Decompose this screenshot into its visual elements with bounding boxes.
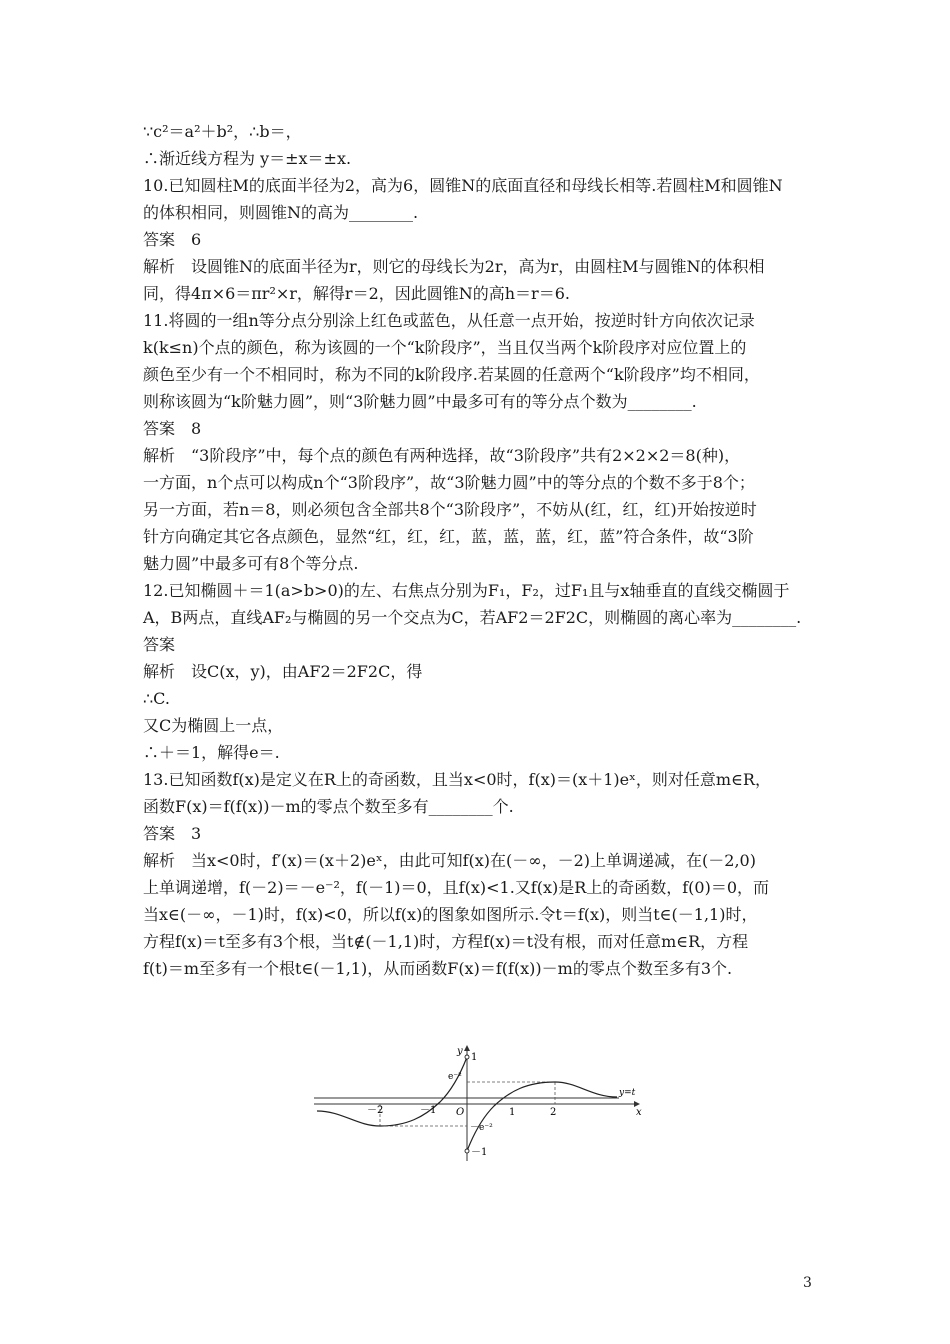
open-point [465, 1055, 469, 1059]
question-11: 11.将圆的一组n等分点分别涂上红色或蓝色，从任意一点开始，按逆时针方向依次记录 [143, 311, 755, 330]
page-number: 3 [803, 1275, 812, 1291]
text-line: 上单调递增，f(－2)＝－e⁻²，f(－1)＝0，且f(x)<1.又f(x)是R上的奇函数，f(0)＝0，而 [143, 878, 770, 897]
answer-11: 答案 8 [143, 419, 202, 438]
function-graph [312, 1045, 642, 1165]
tick-label: －1 [420, 1105, 437, 1116]
text-line: 一方面，n个点可以构成n个“3阶段序”，故“3阶魅力圆”中的等分点的个数不多于8个； [143, 473, 755, 492]
question-10: 10.已知圆柱M的底面半径为2，高为6，圆锥N的底面直径和母线长相等.若圆柱M和圆锥N [143, 176, 783, 195]
tick-label: 1 [509, 1107, 516, 1118]
tick-label: e⁻² [448, 1072, 462, 1082]
solution-12: 解析 设C(x，y)，由AF2＝2F2C，得 [143, 662, 423, 681]
solution-13: 解析 当x<0时，f′(x)＝(x＋2)eˣ，由此可知f(x)在(－∞，－2)上单调递减，在(－2,0) [143, 851, 756, 870]
solution-10: 解析 设圆锥N的底面半径为r，则它的母线长为2r，高为r，由圆柱M与圆锥N的体积相 [143, 257, 765, 276]
text-line: ∵c²＝a²＋b²，∴b＝， [143, 122, 302, 141]
text-line: 又C为椭圆上一点， [143, 716, 284, 735]
question-12: 12.已知椭圆＋＝1(a>b>0)的左、右焦点分别为F₁，F₂，过F₁且与x轴垂直的直线交椭圆于 [143, 581, 790, 600]
text-line: 当x∈(－∞，－1)时，f(x)<0，所以f(x)的图象如图所示.令t＝f(x)，则当t∈(－1,1)时， [143, 905, 758, 924]
text-line: 方程f(x)＝t至多有3个根，当t∉(－1,1)时，方程f(x)＝t没有根，而对任意m∈R，方程 [143, 932, 749, 951]
x-axis-label: x [636, 1107, 642, 1118]
origin-label: O [456, 1107, 465, 1118]
tick-label: 2 [550, 1107, 557, 1118]
text-line: ∴C. [143, 689, 170, 708]
curve-left [317, 1057, 467, 1126]
text-line: 另一方面，若n＝8，则必须包含全部共8个“3阶段序”，不妨从(红，红，红)开始按逆时 [143, 500, 757, 519]
tick-label: －1 [471, 1147, 488, 1158]
solution-11: 解析 “3阶段序”中，每个点的颜色有两种选择，故“3阶段序”共有2×2×2＝8(种)， [143, 446, 741, 465]
text-line: 针方向确定其它各点颜色，显然“红，红，红，蓝，蓝，蓝，红，蓝”符合条件，故“3阶 [143, 527, 754, 546]
tick-label: －e⁻² [470, 1123, 493, 1133]
text-line: k(k≤n)个点的颜色，称为该圆的一个“k阶段序”，当且仅当两个k阶段序对应位置上的 [143, 338, 747, 357]
text-line: 的体积相同，则圆锥N的高为________. [143, 203, 419, 222]
question-13: 13.已知函数f(x)是定义在R上的奇函数，且当x<0时，f(x)＝(x＋1)eˣ，则对任意m∈R， [143, 770, 771, 789]
tick-label: －2 [367, 1105, 384, 1116]
answer-10: 答案 6 [143, 230, 202, 249]
text-line: 魅力圆”中最多可有8个等分点. [143, 554, 359, 573]
text-line: f(t)＝m至多有一个根t∈(－1,1)，从而函数F(x)＝f(f(x))－m的零点个数至多有3个. [143, 959, 733, 978]
text-line: 同，得4π×6＝πr²×r，解得r＝2，因此圆锥N的高h＝r＝6. [143, 284, 570, 303]
line-label: y=t [619, 1088, 636, 1098]
text-line: 函数F(x)＝f(f(x))－m的零点个数至多有________个. [143, 797, 514, 816]
text-line: 则称该圆为“k阶魅力圆”，则“3阶魅力圆”中最多可有的等分点个数为________. [143, 392, 697, 411]
curve-right [467, 1082, 617, 1151]
answer-12: 答案 [143, 635, 176, 654]
text-line: 颜色至少有一个不相同时，称为不同的k阶段序.若某圆的任意两个“k阶段序”均不相同， [143, 365, 760, 384]
open-point [465, 1149, 469, 1153]
answer-13: 答案 3 [143, 824, 202, 843]
tick-label: 1 [471, 1052, 478, 1063]
y-axis-arrow [464, 1045, 470, 1051]
text-line: A，B两点，直线AF₂与椭圆的另一个交点为C，若AF2＝2F2C，则椭圆的离心率为________. [143, 608, 802, 627]
document-body [143, 118, 815, 982]
text-line: ∴渐近线方程为 y＝±x＝±x. [143, 149, 352, 168]
y-axis-label: y [457, 1046, 463, 1057]
text-line: ∴＋＝1，解得e＝. [143, 743, 280, 762]
